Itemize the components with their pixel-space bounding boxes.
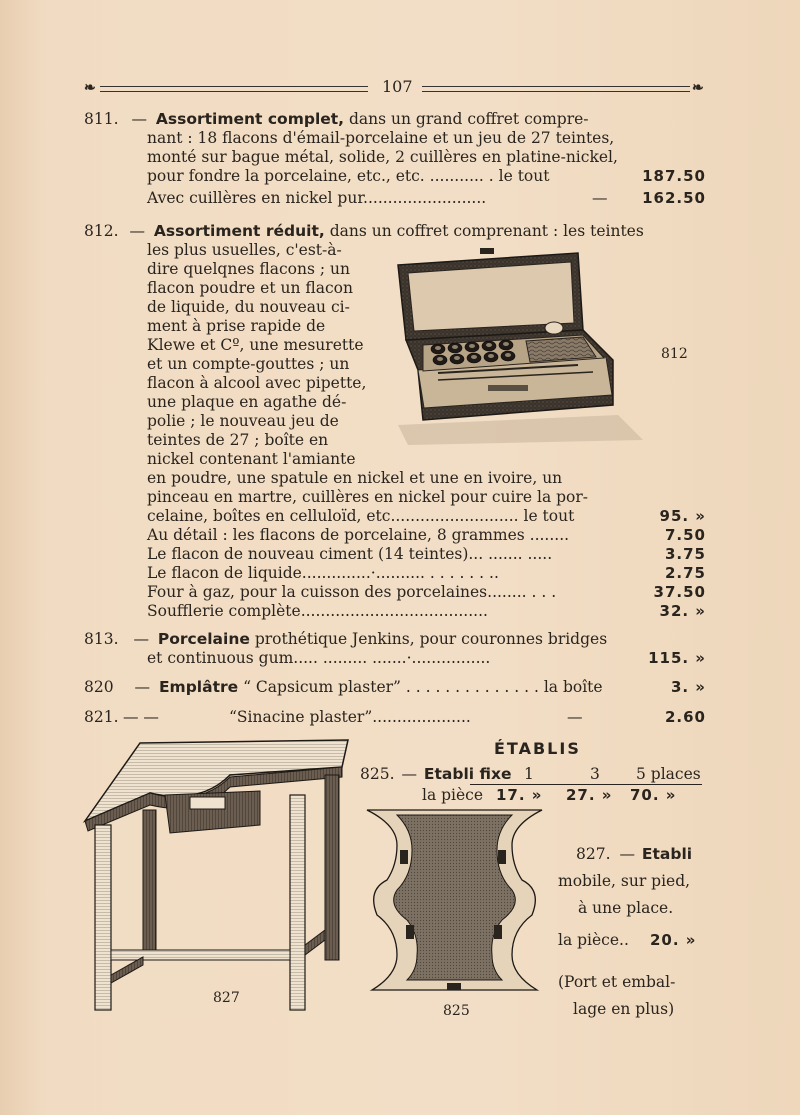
item-title: Assortiment réduit, <box>153 222 325 240</box>
wrap-line: polie ; le nouveau jeu de <box>147 412 339 430</box>
wrap-line: de liquide, du nouveau ci- <box>147 298 350 316</box>
places-1: 1 <box>524 765 534 783</box>
coffret-illustration-812 <box>378 245 648 450</box>
item-number: 813. <box>84 630 119 648</box>
catalog-page: ❧ 107 ❧ 811. — Assortiment complet, dans un grand coffret compre- nant : 18 flacons d'émail-porcelaine et un jeu de 27 teintes, monté sur bague métal, solide, 2 cuillères en platine-nickel, pour fondre la porcelaine, etc., etc. ........... . le tout 187.50 Avec cuillères en nickel pur......................... — 162.50 812. — Assortiment réduit, dans un coffret comprenant : les teintes les plus usuelles, c'est-à- dire quelqnes flacons ; un flacon poudre et un flacon de liquide, du nouveau ci- ment à prise rapide de Klewe et Cº, une mesurette et un compte-gouttes ; un flacon à alcool avec pipette, une plaque en agathe dé- polie ; le nouveau jeu de teintes de 27 ; boîte en nickel contenant l'amiante 812 en poudre, une spatule en nickel et une en ivoire, un pinceau en martre, cuillères en nickel pour cuire la por- celaine, boîtes en celluloïd, etc.......................... le tout 95. » Au détail : les flacons de porcelaine, 8 grammes ........ 7.50 Le flacon de nouveau ciment (14 teintes)... ....... ..... 3.75 Le flacon de liquide..............·.......... . . . . . . .. 2.75 Four à gaz, pour la cuisson des porcelaines........ . . . 37.50 Soufflerie complète...................................... 32. » 813. — Porcelaine prothétique Jenkins, pour couronnes bridges et continuous gum..... ......... .......·................ 115. » 820 — Emplâtre “ Capsicum plaster” . . . . . . . . . . . . . . la boîte 3. » 821. — — “Sinacine plaster”.................... — 2.60 ÉTABLIS 827 825. — Etabli fixe 1 3 5 places la pièce 17. » 27. » 70. » 825 827. — Etabli mobile, sur pied, à une place. la pièce.. 20. » (Port et embal- lage en plus) <box>0 0 800 1115</box>
detail-price: 2.75 <box>664 564 706 582</box>
item-811-line2: nant : 18 flacons d'émail-porcelaine et un jeu de 27 teintes, <box>147 129 615 147</box>
item-821-price: 2.60 <box>664 708 706 726</box>
item-820-price: 3. » <box>670 678 706 696</box>
etabli-fixe-illustration-825 <box>362 805 547 1005</box>
item-820-line: 820 — Emplâtre “ Capsicum plaster” . . . . . . . . . . . . . . la boîte <box>84 678 603 696</box>
detail-row: Le flacon de liquide..............·.......... . . . . . . .. <box>147 564 499 582</box>
price-5-places: 70. » <box>630 786 677 804</box>
item-811-line1: 811. — Assortiment complet, dans un grand coffret compre- <box>84 110 589 128</box>
item-813-line1: 813. — Porcelaine prothétique Jenkins, pour couronnes bridges <box>84 630 608 648</box>
places-rule <box>470 784 702 785</box>
item-825-line1: 825. — Etabli fixe <box>360 765 512 783</box>
item-813-line2: et continuous gum..... ......... .......·................ <box>147 649 491 667</box>
detail-row: Au détail : les flacons de porcelaine, 8 grammes ........ <box>147 526 570 544</box>
item-811-price: 187.50 <box>642 167 706 185</box>
wrap-line: nickel contenant l'amiante <box>147 450 356 468</box>
item-827-note1: (Port et embal- <box>558 973 676 991</box>
figure-label-827: 827 <box>213 990 240 1006</box>
price-3-places: 27. » <box>566 786 613 804</box>
full-line: pinceau en martre, cuillères en nickel pour cuire la por- <box>147 488 589 506</box>
detail-row: Soufflerie complète...................................... <box>147 602 488 620</box>
item-number: 811. <box>84 110 119 128</box>
wrap-line: ment à prise rapide de <box>147 317 326 335</box>
item-827-line3: à une place. <box>578 899 674 917</box>
wrap-line: une plaque en agathe dé- <box>147 393 347 411</box>
item-title: Porcelaine <box>157 630 250 648</box>
wrap-line: teintes de 27 ; boîte en <box>147 431 329 449</box>
item-811-line5: Avec cuillères en nickel pur......................... <box>147 189 487 207</box>
detail-price: 7.50 <box>664 526 706 544</box>
price-1-place: 17. » <box>496 786 543 804</box>
places-5: 5 places <box>636 765 701 783</box>
detail-price: 32. » <box>659 602 706 620</box>
item-number: 812. <box>84 222 119 240</box>
page-number: 107 <box>382 77 413 96</box>
item-827-note2: lage en plus) <box>573 1000 675 1018</box>
detail-price: 3.75 <box>664 545 706 563</box>
wrap-line: flacon poudre et un flacon <box>147 279 353 297</box>
item-title: Emplâtre <box>158 678 239 696</box>
item-812-price: 95. » <box>659 507 706 525</box>
item-827-price: 20. » <box>650 931 697 949</box>
item-813-price: 115. » <box>648 649 706 667</box>
wrap-line: Klewe et Cº, une mesurette <box>147 336 364 354</box>
wrap-line: les plus usuelles, c'est-à- <box>147 241 342 259</box>
etabli-mobile-illustration-827 <box>80 735 360 1020</box>
detail-price: 37.50 <box>653 583 706 601</box>
item-827-line2: mobile, sur pied, <box>558 872 691 890</box>
item-number: 827. <box>576 845 611 863</box>
item-811-line4: pour fondre la porcelaine, etc., etc. ........... . le tout <box>147 167 550 185</box>
piece-label: la pièce <box>422 786 484 804</box>
item-number: 820 <box>84 678 114 696</box>
detail-row: Four à gaz, pour la cuisson des porcelaines........ . . . <box>147 583 557 601</box>
item-811-line3: monté sur bague métal, solide, 2 cuillères en platine-nickel, <box>147 148 618 166</box>
places-3: 3 <box>590 765 600 783</box>
detail-row: Le flacon de nouveau ciment (14 teintes)... ....... ..... <box>147 545 553 563</box>
wrap-line: dire quelqnes flacons ; un <box>147 260 350 278</box>
header-ornament-left-icon: ❧ <box>84 80 96 96</box>
item-title: Etabli <box>641 845 693 863</box>
item-title: Assortiment complet, <box>155 110 345 128</box>
figure-label-812: 812 <box>661 346 688 362</box>
item-812-line1: 812. — Assortiment réduit, dans un coffret comprenant : les teintes <box>84 222 644 240</box>
full-line: en poudre, une spatule en nickel et une en ivoire, un <box>147 469 563 487</box>
wrap-line: et un compte-gouttes ; un <box>147 355 350 373</box>
item-title: Etabli <box>423 765 475 783</box>
item-number: 821. <box>84 708 119 726</box>
section-heading-etablis: ÉTABLIS <box>494 739 581 758</box>
header-rule-right <box>422 86 690 92</box>
piece-label: la pièce.. <box>558 931 629 949</box>
figure-label-825: 825 <box>443 1003 470 1019</box>
wrap-line: flacon à alcool avec pipette, <box>147 374 367 392</box>
item-821-text: “Sinacine plaster”.................... <box>229 708 471 726</box>
header-ornament-right-icon: ❧ <box>692 80 704 96</box>
item-811-price-nickel: 162.50 <box>642 189 706 207</box>
header-rule-left <box>100 86 368 92</box>
item-812-last-line: celaine, boîtes en celluloïd, etc.......................... le tout <box>147 507 575 525</box>
item-number: 825. <box>360 765 395 783</box>
item-827-line1: 827. — Etabli <box>576 845 693 863</box>
